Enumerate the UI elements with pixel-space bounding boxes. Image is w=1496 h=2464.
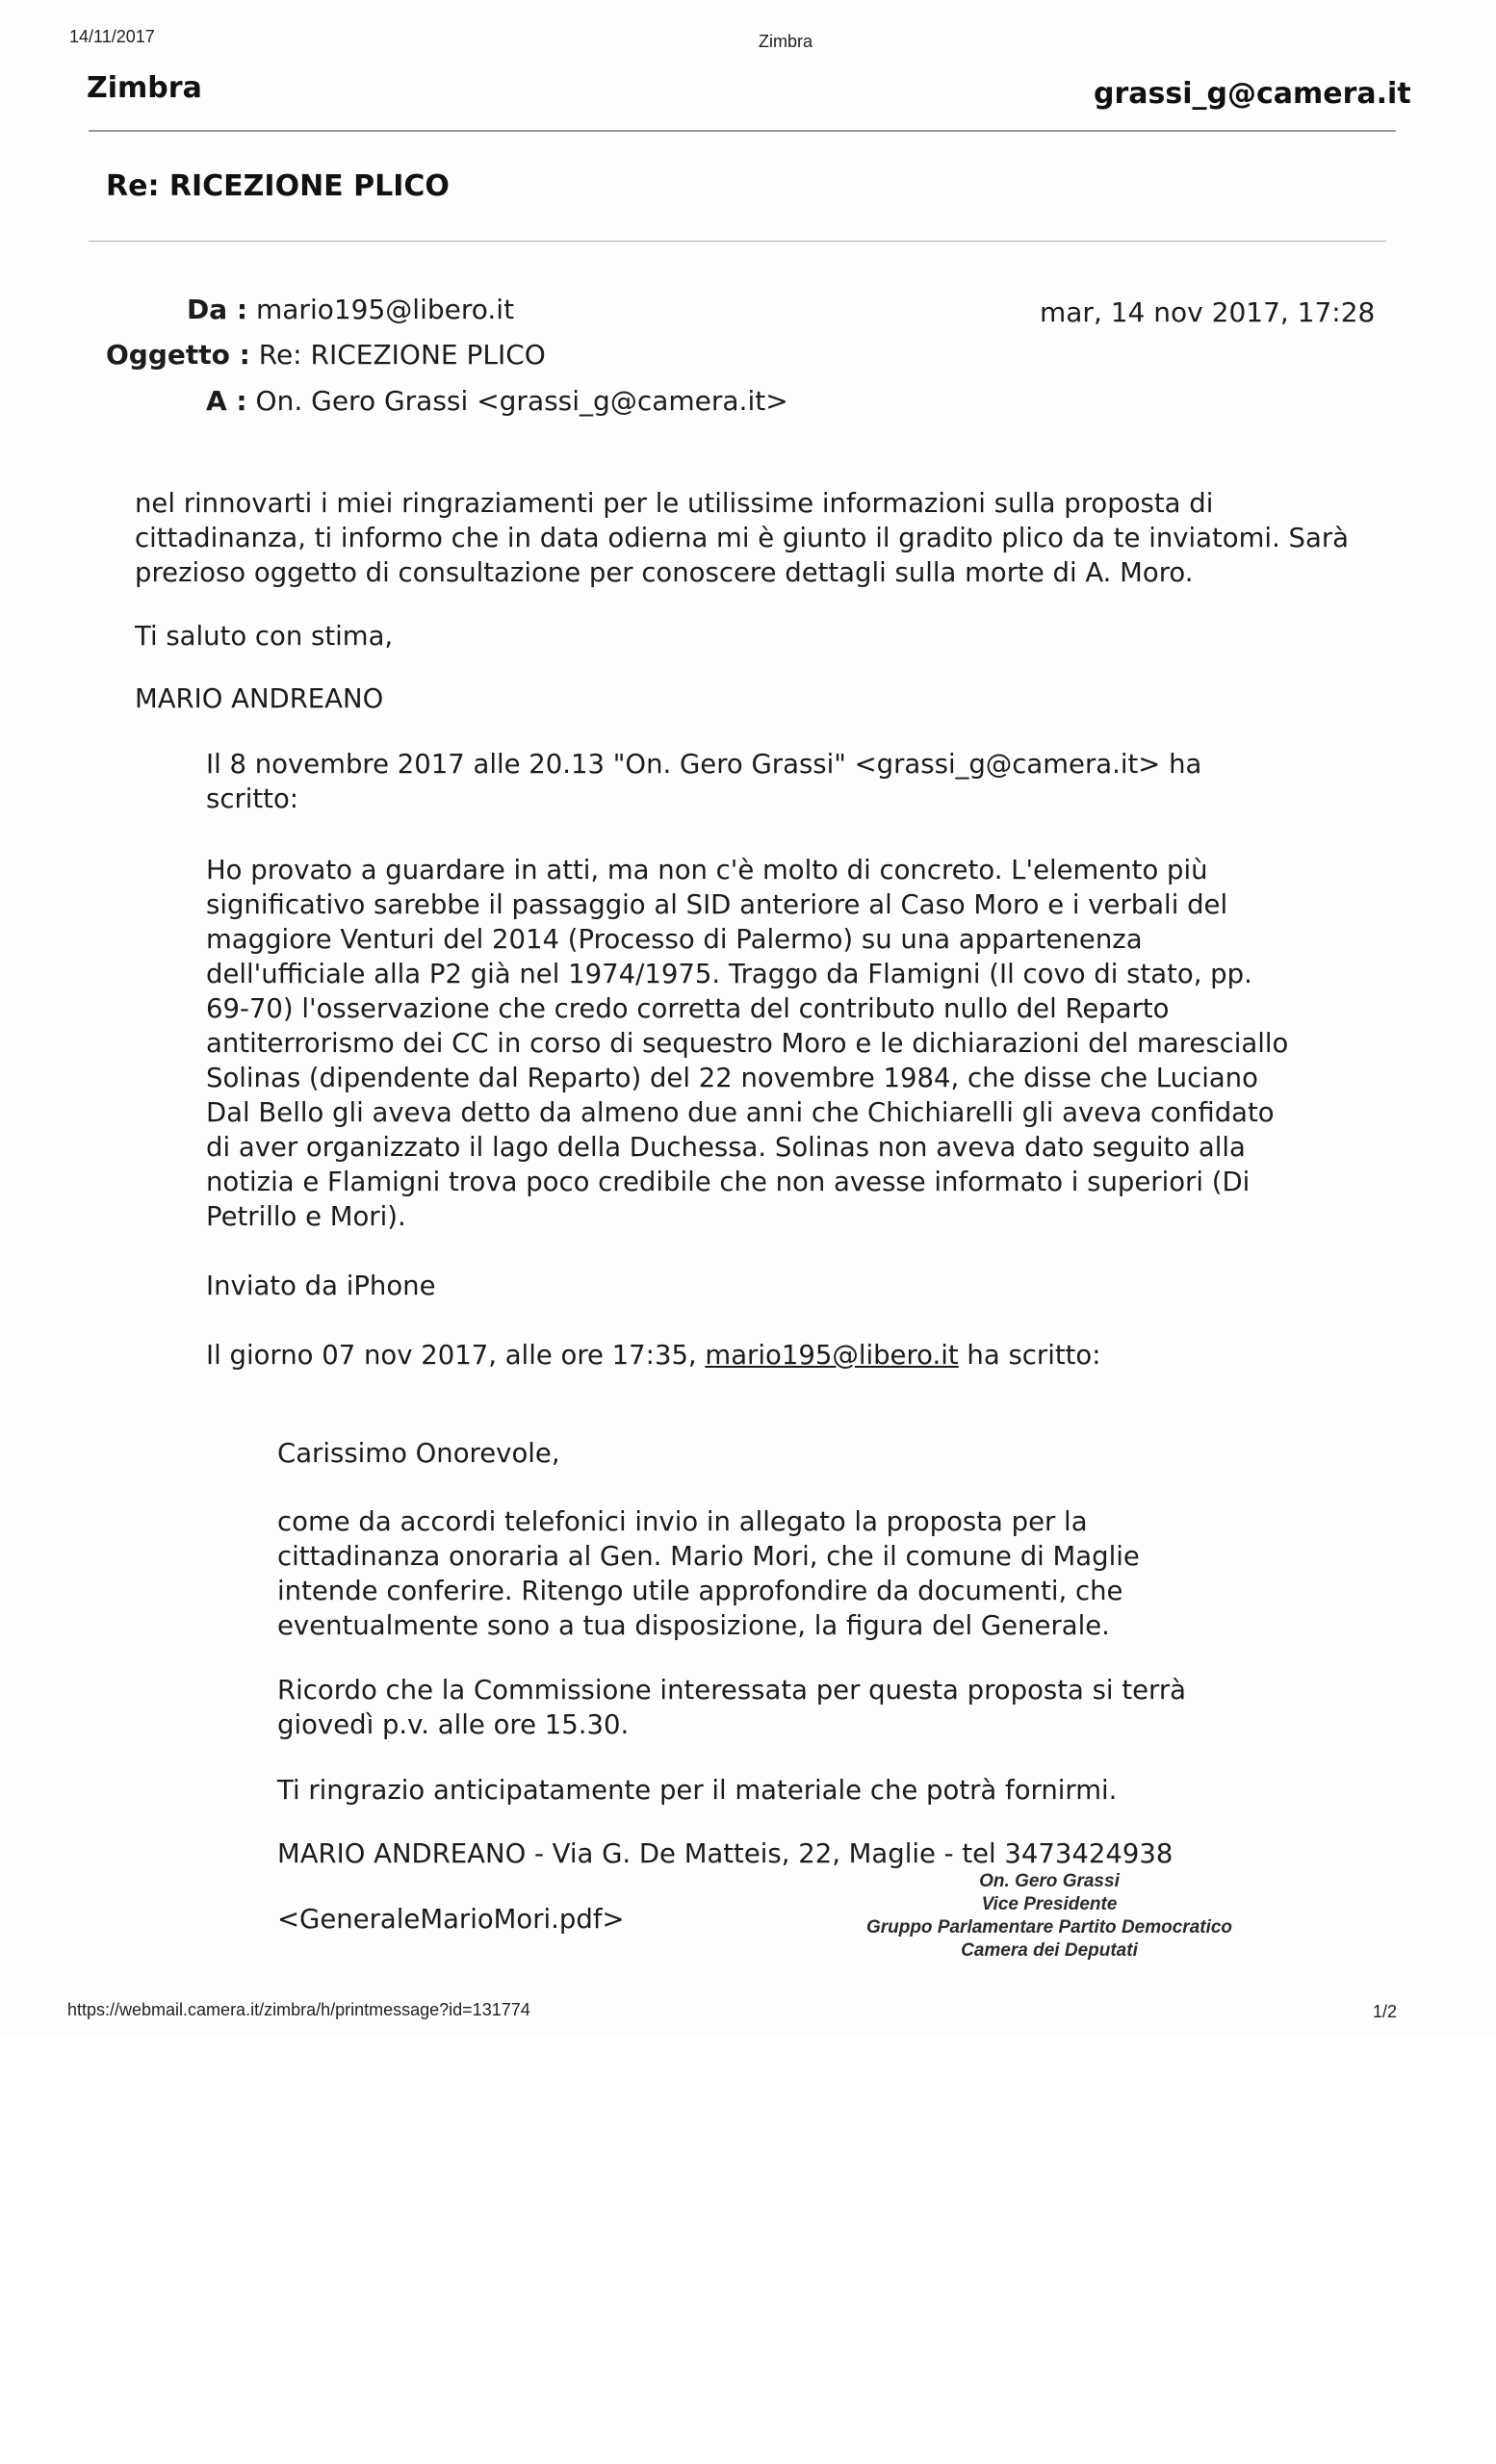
message-signature: MARIO ANDREANO xyxy=(135,683,384,714)
attachment-link[interactable]: <GeneraleMarioMori.pdf> xyxy=(277,1904,625,1935)
from-label: Da : xyxy=(187,294,248,325)
to-value: On. Gero Grassi <grassi_g@camera.it> xyxy=(255,385,788,417)
quote-device-signature: Inviato da iPhone xyxy=(206,1270,436,1301)
quote-intro-2 xyxy=(206,1338,1101,1373)
stamp-role: Vice Presidente xyxy=(981,1894,1118,1914)
nested-greeting: Carissimo Onorevole, xyxy=(277,1438,560,1469)
print-url: https://webmail.camera.it/zimbra/h/printmessage?id=131774 xyxy=(67,2000,530,2019)
from-row xyxy=(187,294,514,325)
account-email: grassi_g@camera.it xyxy=(1094,77,1411,111)
header-divider xyxy=(89,130,1396,132)
to-row xyxy=(206,385,788,417)
message-date: mar, 14 nov 2017, 17:28 xyxy=(1040,296,1376,328)
quote-intro-2-after: ha scritto: xyxy=(958,1340,1101,1371)
message-closing: Ti saluto con stima, xyxy=(135,621,394,652)
quote-body: Ho provato a guardare in atti, ma non c'è molto di concreto. L'elemento più significativo sarebbe il passaggio al SID anteriore al Caso Moro e i verbali del maggiore Venturi del 2014 (Processo di Palermo) su una appartenenza dell'ufficiale alla P2 già nel 1974/1975. Traggo da Flamigni (Il covo di stato, pp. 69-70) l'osservazione che credo corretta del contributo nullo del Reparto antiterrorismo dei CC in corso di sequestro Moro e le dichiarazioni del maresciallo Solinas (dipendente dal Reparto) del 22 novembre 1984, che disse che Luciano Dal Bello gli aveva detto da almeno due anni che Chichiarelli gli aveva confidato di aver organizzato il lago della Duchessa. Solinas non aveva dato seguito alla notizia e Flamigni trova poco credibile che non avesse informato i superiori (Di Petrillo e Mori). xyxy=(206,855,1289,1232)
message-paragraph-1: nel rinnovarti i miei ringraziamenti per le utilissime informazioni sulla proposta di cittadinanza, ti informo che in data odierna mi è giunto il gradito plico da te inviatomi. Sarà prezioso oggetto di consultazione per conoscere dettagli sulla morte di A. Moro. xyxy=(135,488,1350,588)
official-stamp xyxy=(847,1870,1251,1963)
nested-paragraph-2: Ricordo che la Commissione interessata per questa proposta si terrà giovedì p.v. alle ore 15.30. xyxy=(277,1675,1186,1740)
nested-paragraph-3: Ti ringrazio anticipatamente per il materiale che potrà fornirmi. xyxy=(277,1775,1118,1806)
print-app-name: Zimbra xyxy=(759,32,813,51)
subject-row xyxy=(106,339,546,371)
stamp-chamber: Camera dei Deputati xyxy=(961,1940,1138,1961)
stamp-group: Gruppo Parlamentare Partito Democratico xyxy=(865,1917,1233,1938)
page-number: 1/2 xyxy=(1373,2002,1398,2021)
nested-signature: MARIO ANDREANO - Via G. De Matteis, 22, Maglie - tel 3473424938 xyxy=(277,1838,1174,1869)
to-label: A : xyxy=(206,385,247,417)
quote-intro: Il 8 novembre 2017 alle 20.13 "On. Gero Grassi" <grassi_g@camera.it> ha scritto: xyxy=(206,749,1202,814)
subject-label: Oggetto : xyxy=(106,339,250,371)
from-value: mario195@libero.it xyxy=(256,294,515,325)
print-date: 14/11/2017 xyxy=(69,27,155,46)
stamp-name: On. Gero Grassi xyxy=(979,1871,1120,1891)
brand-title: Zimbra xyxy=(87,71,202,105)
sender-email-link[interactable]: mario195@libero.it xyxy=(705,1340,959,1371)
subject-heading: Re: RICEZIONE PLICO xyxy=(106,169,450,203)
nested-paragraph-1: come da accordi telefonici invio in allegato la proposta per la cittadinanza onoraria al Gen. Mario Mori, che il comune di Maglie intende conferire. Ritengo utile approfondire da documenti, che eventualmente sono a tua disposizione, la figura del Generale. xyxy=(277,1506,1140,1641)
subject-value: Re: RICEZIONE PLICO xyxy=(258,339,546,371)
quote-intro-2-before: Il giorno 07 nov 2017, alle ore 17:35, xyxy=(206,1340,706,1371)
subject-divider xyxy=(89,241,1386,242)
